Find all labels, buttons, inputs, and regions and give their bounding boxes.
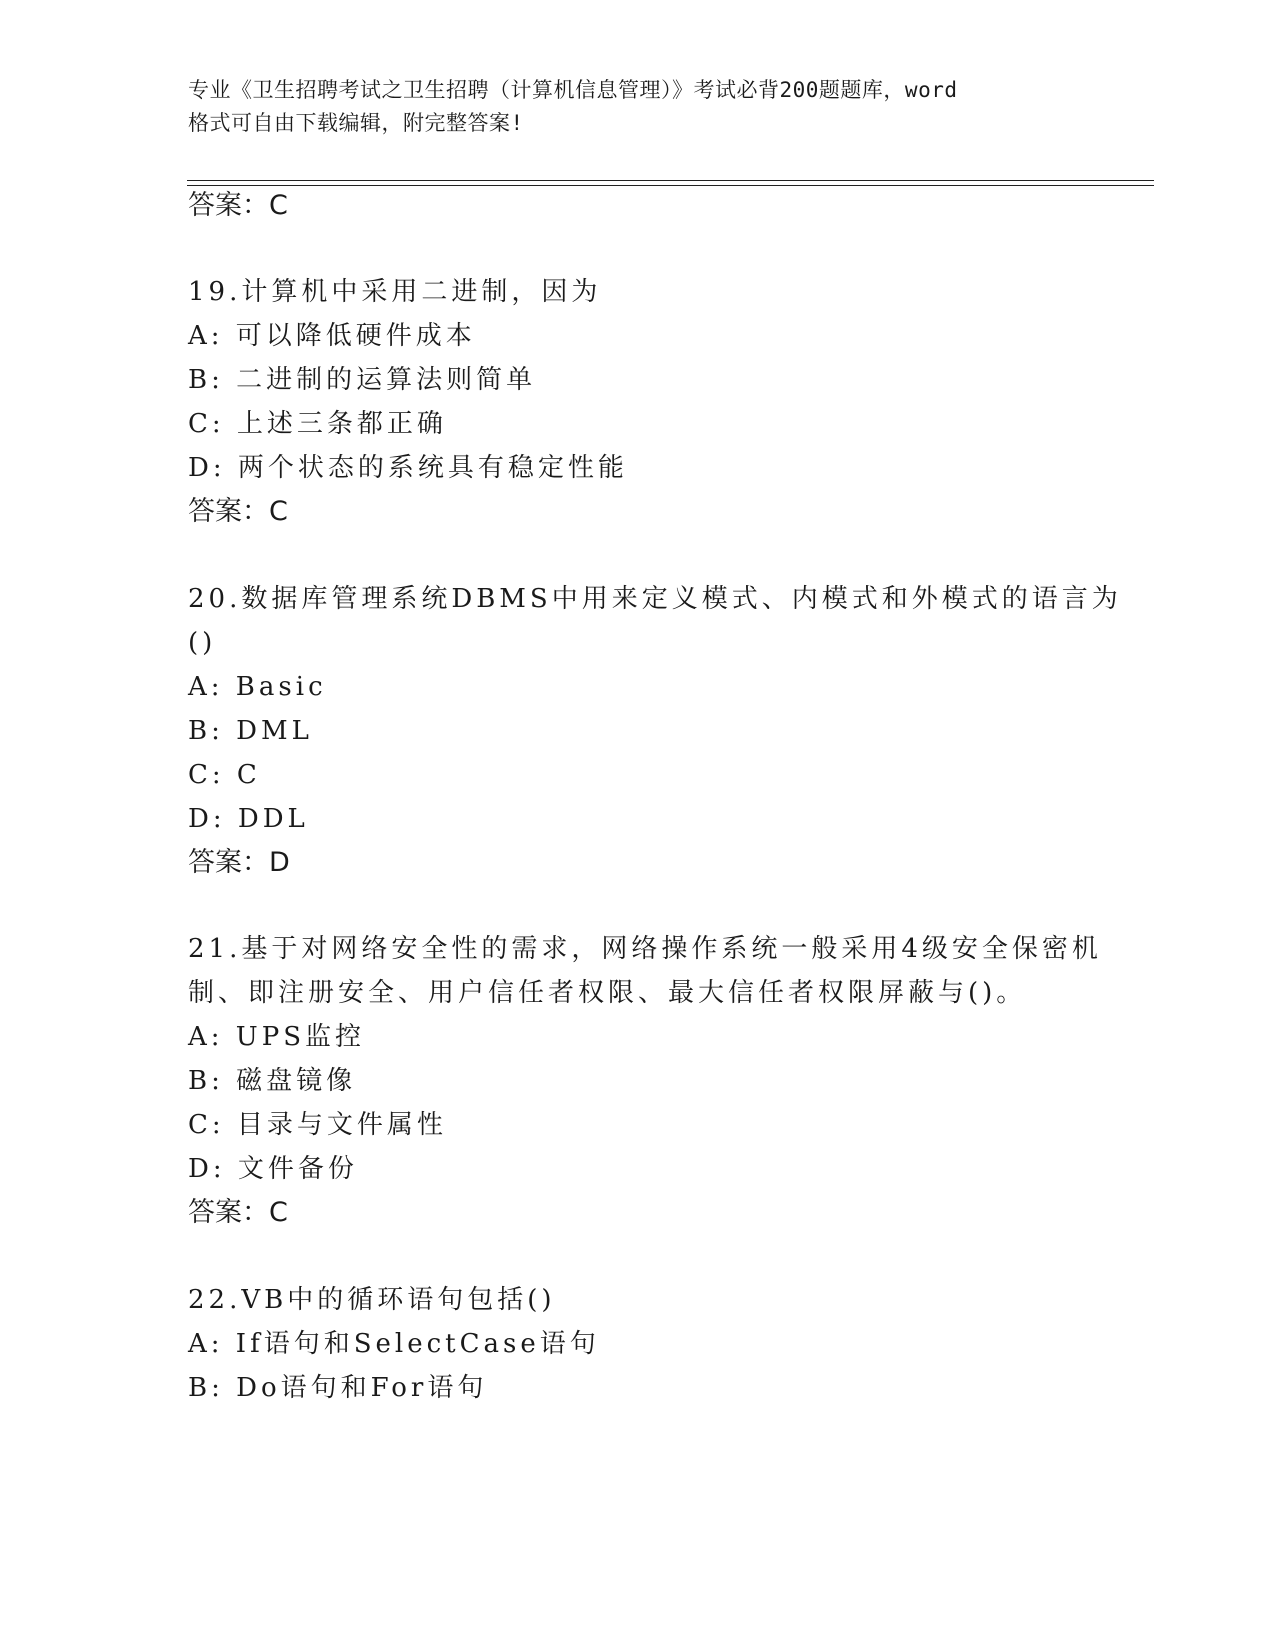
question-21-option-a: A: UPS监控 bbox=[188, 1022, 366, 1052]
question-20-option-b: B: DML bbox=[188, 716, 313, 746]
question-20-answer: 答案：D bbox=[188, 847, 290, 878]
question-19-option-c: C: 上述三条都正确 bbox=[188, 409, 447, 439]
answer-previous: 答案：C bbox=[188, 190, 288, 221]
question-22-stem: 22.VB中的循环语句包括() bbox=[188, 1285, 556, 1315]
question-19-option-d: D: 两个状态的系统具有稳定性能 bbox=[188, 453, 628, 483]
question-20-option-a: A: Basic bbox=[188, 672, 327, 702]
question-19-stem: 19.计算机中采用二进制，因为 bbox=[188, 277, 602, 307]
question-21-option-d: D: 文件备份 bbox=[188, 1154, 358, 1184]
question-20-option-d: D: DDL bbox=[188, 804, 309, 834]
question-21-option-c: C: 目录与文件属性 bbox=[188, 1110, 447, 1140]
question-21-option-b: B: 磁盘镜像 bbox=[188, 1066, 357, 1096]
question-19-option-b: B: 二进制的运算法则简单 bbox=[188, 365, 537, 395]
header-rule-bottom bbox=[187, 185, 1154, 186]
question-20-option-c: C: C bbox=[188, 760, 261, 790]
question-19-answer: 答案：C bbox=[188, 496, 288, 527]
question-21-answer: 答案：C bbox=[188, 1197, 288, 1228]
question-19-option-a: A: 可以降低硬件成本 bbox=[188, 321, 476, 351]
question-20-stem-line-2: () bbox=[188, 628, 217, 658]
header-line-1: 专业《卫生招聘考试之卫生招聘（计算机信息管理）》考试必背200题题库，word bbox=[188, 78, 958, 102]
question-22-option-b: B: Do语句和For语句 bbox=[188, 1373, 488, 1403]
question-20-stem-line-1: 20.数据库管理系统DBMS中用来定义模式、内模式和外模式的语言为 bbox=[188, 584, 1122, 614]
question-21-stem-line-2: 制、即注册安全、用户信任者权限、最大信任者权限屏蔽与()。 bbox=[188, 978, 1027, 1008]
question-21-stem-line-1: 21.基于对网络安全性的需求，网络操作系统一般采用4级安全保密机 bbox=[188, 934, 1102, 964]
header-rule-top bbox=[187, 180, 1154, 181]
header-line-2: 格式可自由下载编辑，附完整答案! bbox=[188, 111, 524, 135]
question-22-option-a: A: If语句和SelectCase语句 bbox=[188, 1329, 600, 1359]
document-header bbox=[188, 74, 1088, 140]
